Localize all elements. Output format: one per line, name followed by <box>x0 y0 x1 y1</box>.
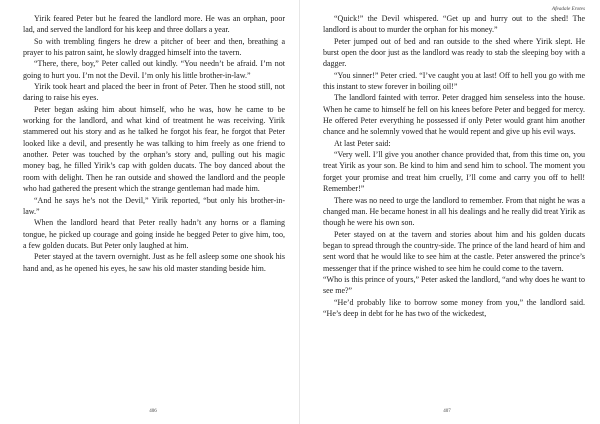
paragraph: Yirik took heart and placed the beer in front of Peter. Then he stood still, not daring to raise his eyes. <box>23 82 285 103</box>
paragraph: “Very well. I’ll give you another chance provided that, from this time on, you treat Yirik as your son. Be kind to him and send him to school. The moment you forget your promise and treat him cruelly, I’ll come and carry you off to hell! Remember!” <box>323 150 585 194</box>
paragraph: There was no need to urge the landlord to remember. From that night he was a changed man. He became honest in all his dealings and he really did treat Yirik as though he were his own son. <box>323 195 585 228</box>
running-head: Afeadale Erotes <box>551 6 585 12</box>
paragraph: “There, there, boy,” Peter called out kindly. “You needn’t be afraid. I’m not going to hurt you. I’m not the Devil. I’m only his little brother-in-law.” <box>23 59 285 80</box>
paragraph: Peter began asking him about himself, who he was, how he came to be working for the landlord, and what kind of treatment he was receiving. Yirik stammered out his story and as he talked he forgot his fear, he forgot that Peter looked like a devil, and presently he was talking to him freely as one friend to another. Peter was touched by the orphan’s story and, pulling out his magic money bag, he filled Yirik’s cap with golden ducats. The boy danced about the room with delight. Then he ran outside and showed the landlord and the people who had gathered the present which the strange gentleman had made him. <box>23 104 285 194</box>
paragraph: At last Peter said: <box>334 138 391 148</box>
paragraph: The landlord fainted with terror. Peter dragged him senseless into the house. When he came to himself he fell on his knees before Peter and begged for mercy. He offered Peter everything he possessed if only Peter would grant him another chance and he solemnly vowed that he would repent and give up his evil ways. <box>323 93 585 137</box>
page-number-left: 406 <box>149 409 157 414</box>
paragraph: “You sinner!” Peter cried. “I’ve caught you at last! Off to hell you go with me this instant to stew forever in boiling oil!” <box>323 70 585 92</box>
paragraph: Peter stayed on at the tavern and stories about him and his golden ducats began to spread through the country-side. The prince of the land heard of him and sent word that he would like to see him at the castle. Peter answered the prince’s messenger that if the prince wished to see him he could come to the tavern. <box>323 229 585 273</box>
right-page-body <box>323 13 585 319</box>
paragraph: “Who is this prince of yours,” Peter asked the landlord, “and why does he want to see me?” <box>323 274 585 296</box>
paragraph: “He’d probably like to borrow some money from you,” the landlord said. “He’s deep in debt for he has two of the wickedest, <box>323 297 585 318</box>
paragraph: Peter jumped out of bed and ran outside to the shed where Yirik slept. He burst open the door just as the landlord was ready to stab the sleeping boy with a dagger. <box>323 36 585 69</box>
right-page <box>300 0 600 424</box>
paragraph: When the landlord heard that Peter really hadn’t any horns or a flaming tongue, he picked up courage and going inside he begged Peter to give him, too, a few golden ducats. But Peter only laughed at him. <box>23 218 285 250</box>
paragraph: “Quick!” the Devil whispered. “Get up and hurry out to the shed! The landlord is about to murder the orphan for his money.” <box>323 14 585 35</box>
page-number-right: 407 <box>443 409 451 414</box>
paragraph: “And he says he’s not the Devil,” Yirik reported, “but only his brother-in-law.” <box>23 195 285 216</box>
left-page-body <box>23 13 285 274</box>
paragraph: So with trembling fingers he drew a pitcher of beer and then, breathing a prayer to his patron saint, he slowly dragged himself into the tavern. <box>23 36 285 58</box>
paragraph: Peter stayed at the tavern overnight. Just as he fell asleep some one shook his hand and, as he opened his eyes, he saw his old master standing beside him. <box>23 252 285 273</box>
paragraph: Yirik feared Peter but he feared the landlord more. He was an orphan, poor lad, and served the landlord for his keep and three dollars a year. <box>23 14 285 35</box>
